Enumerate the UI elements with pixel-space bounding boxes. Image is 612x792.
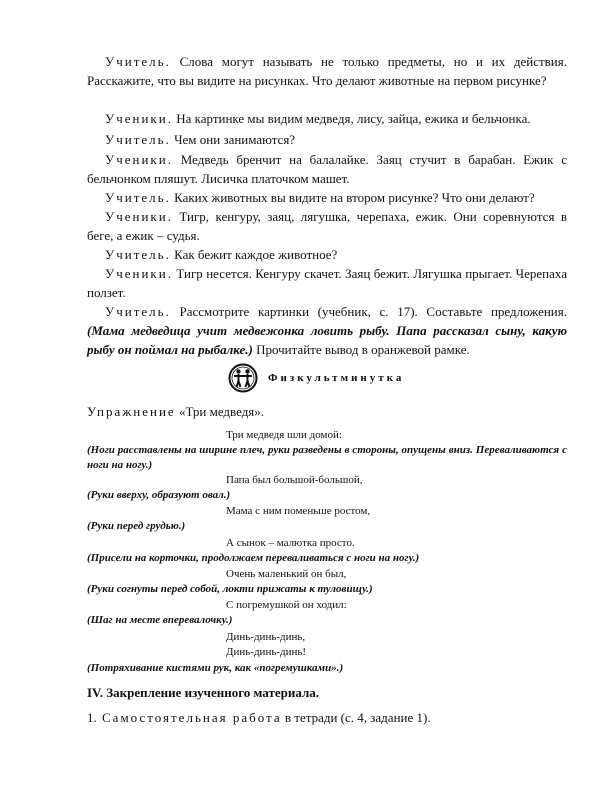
exercise-name: «Три медведя». xyxy=(175,404,265,419)
poem-line: С погремушкой он ходил: xyxy=(226,599,347,611)
dialogue-paragraph xyxy=(87,245,567,264)
stage-direction: (Присели на корточки, продолжаем переваливаться с ноги на ногу.) xyxy=(87,552,420,564)
dialogue-paragraph xyxy=(87,302,567,359)
example-sentences: (Мама медведица учит медвежонка ловить рыбу. Папа рассказал сыну, какую рыбу он поймал на рыбалке.) xyxy=(87,323,567,357)
speech: Тигр, кенгуру, заяц, лягушка, черепаха, ежик. Они соревнуются в беге, а ежик – судья. xyxy=(87,209,567,243)
poem-line: Мама с ним поменьше ростом, xyxy=(226,505,371,517)
two-figures-emblem-icon xyxy=(228,363,258,393)
speaker: Ученики. xyxy=(105,111,173,126)
speech: Рассмотрите картинки (учебник, с. 17). Составьте предложения. xyxy=(170,304,567,319)
task-label: Самостоятельная работа xyxy=(96,710,282,725)
task-number: 1. xyxy=(87,710,97,725)
task-text: в тетради (с. 4, задание 1). xyxy=(281,710,431,725)
dialogue-paragraph xyxy=(87,188,567,207)
speaker: Учитель. xyxy=(105,132,171,147)
stage-direction: (Руки согнуты перед собой, локти прижаты к туловищу.) xyxy=(87,583,373,595)
poem-line: Очень маленький он был, xyxy=(226,568,347,580)
dialogue-paragraph xyxy=(87,130,567,149)
speaker: Ученики. xyxy=(105,266,173,281)
speaker: Учитель. xyxy=(105,304,171,319)
speaker: Учитель. xyxy=(105,54,171,69)
poem-line: Динь-динь-динь, xyxy=(226,631,306,643)
dialogue-paragraph xyxy=(87,52,567,90)
speech: Слова могут называть не только предметы, но и их действия. Расскажите, что вы видите на рисунках. Что делают животные на первом рисунке? xyxy=(87,54,567,88)
fizminutka-header xyxy=(228,362,404,394)
speaker: Учитель. xyxy=(105,247,171,262)
task-line xyxy=(87,709,431,727)
stage-direction: (Шаг на месте вперевалочку.) xyxy=(87,614,233,626)
speech: Тигр несется. Кенгуру скачет. Заяц бежит. Лягушка прыгает. Черепаха ползет. xyxy=(87,266,567,300)
exercise-label: Упражнение xyxy=(87,404,176,419)
stage-direction: (Руки вверху, образуют овал.) xyxy=(87,489,231,501)
speech: Как бежит каждое животное? xyxy=(170,247,338,262)
speech: На картинке мы видим медведя, лису, зайца, ежика и бельчонка. xyxy=(172,111,531,126)
speech-tail: Прочитайте вывод в оранжевой рамке. xyxy=(252,342,470,357)
speaker: Ученики. xyxy=(105,152,173,167)
stage-direction: (Ноги расставлены на ширине плеч, руки разведены в стороны, опущены вниз. Переваливаются с ноги на ногу.) xyxy=(87,444,567,471)
poem-line: Три медведя шли домой: xyxy=(226,429,342,441)
exercise-title xyxy=(87,403,264,421)
fizminutka-label: Физкультминутка xyxy=(268,372,405,384)
poem-line: Динь-динь-динь! xyxy=(226,646,307,658)
speaker: Ученики. xyxy=(105,209,173,224)
dialogue-paragraph xyxy=(87,109,567,128)
speech: Каких животных вы видите на втором рисунке? Что они делают? xyxy=(170,190,535,205)
poem-line: А сынок – малютка просто. xyxy=(226,537,355,549)
dialogue-paragraph xyxy=(87,207,567,245)
section-title: IV. Закрепление изученного материала. xyxy=(87,685,319,700)
dialogue-paragraph xyxy=(87,150,567,188)
dialogue-paragraph xyxy=(87,264,567,302)
stage-direction: (Потряхивание кистями рук, как «погремушками».) xyxy=(87,662,344,674)
poem-line: Папа был большой-большой, xyxy=(226,474,363,486)
stage-direction: (Руки перед грудью.) xyxy=(87,520,186,532)
speech: Чем они занимаются? xyxy=(170,132,296,147)
speech: Медведь бренчит на балалайке. Заяц стучит в барабан. Ежик с бельчонком пляшут. Лисичка платочком машет. xyxy=(87,152,567,186)
speaker: Учитель. xyxy=(105,190,171,205)
